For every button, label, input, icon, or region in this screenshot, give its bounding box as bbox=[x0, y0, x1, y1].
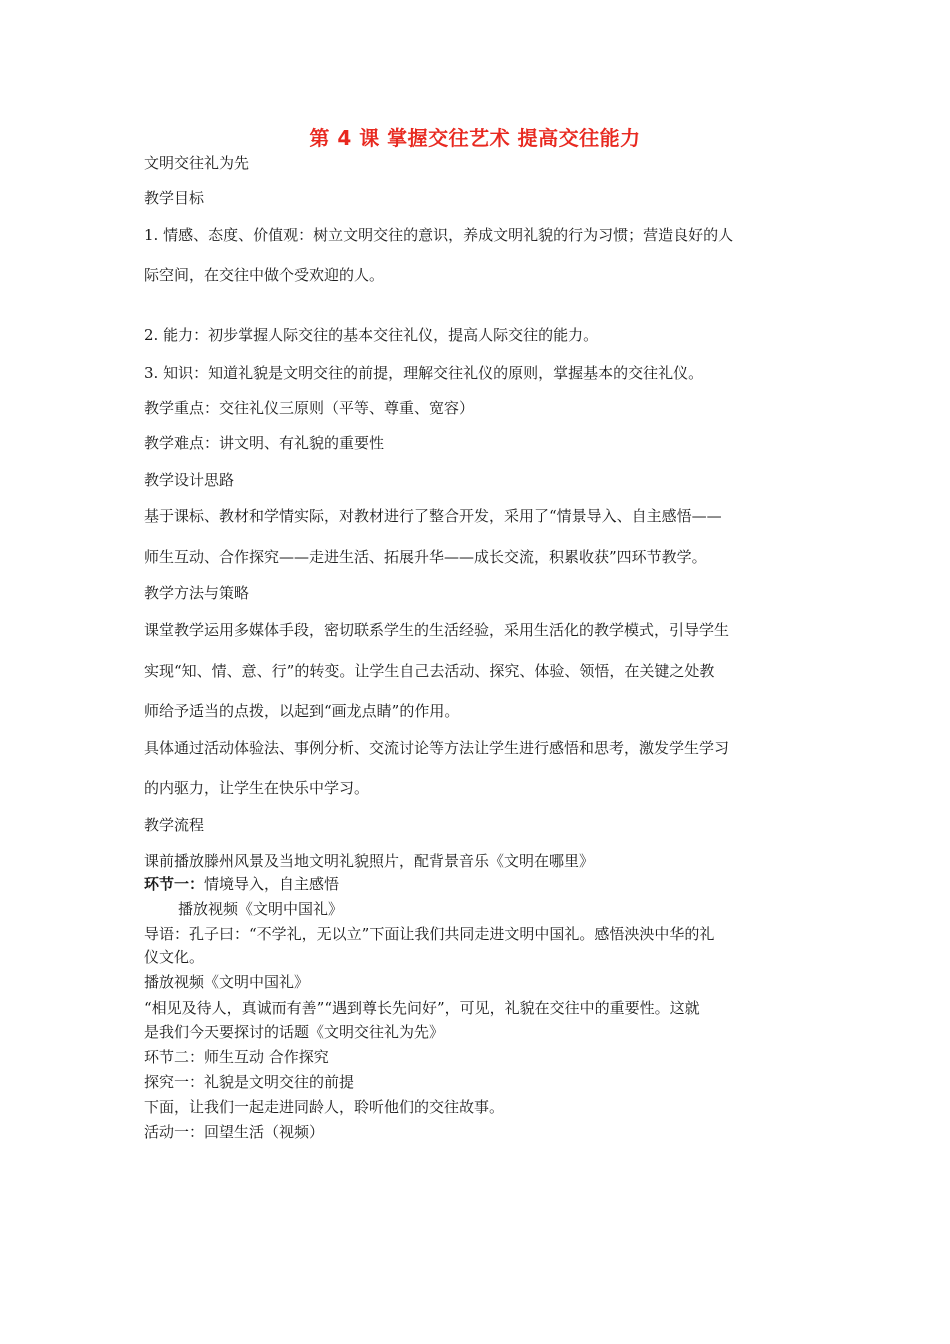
design-idea-line-2: 师生互动、合作探究——走进生活、拓展升华——成长交流，积累收获”四环节教学。 bbox=[144, 548, 707, 566]
goal-3: 3. 知识：知道礼貌是文明交往的前提，理解交往礼仪的原则，掌握基本的交往礼仪。 bbox=[144, 364, 704, 382]
lesson-title: 第 4 课 掌握交往艺术 提高交往能力 bbox=[309, 126, 641, 150]
goal-2: 2. 能力：初步掌握人际交往的基本交往礼仪，提高人际交往的能力。 bbox=[144, 326, 599, 344]
goal-1-line-2: 际空间，在交往中做个受欢迎的人。 bbox=[144, 266, 385, 284]
teaching-difficulty: 教学难点：讲文明、有礼貌的重要性 bbox=[144, 434, 385, 452]
inquiry-1: 探究一：礼貌是文明交往的前提 bbox=[144, 1073, 355, 1091]
activity-1: 活动一：回望生活（视频） bbox=[144, 1123, 325, 1141]
methods-line-2: 实现“知、情、意、行”的转变。让学生自己去活动、探究、体验、领悟，在关键之处教 bbox=[144, 662, 715, 680]
teaching-focus: 教学重点：交往礼仪三原则（平等、尊重、宽容） bbox=[144, 399, 475, 417]
subtitle: 文明交往礼为先 bbox=[144, 154, 250, 172]
section-1 bbox=[144, 873, 814, 895]
pre-class: 课前播放滕州风景及当地文明礼貌照片，配背景音乐《文明在哪里》 bbox=[144, 852, 595, 870]
heading-teaching-goals: 教学目标 bbox=[144, 189, 205, 207]
methods-line-1: 课堂教学运用多媒体手段，密切联系学生的生活经验，采用生活化的教学模式，引导学生 bbox=[144, 621, 730, 639]
methods-line-4: 具体通过活动体验法、事例分析、交流讨论等方法让学生进行感悟和思考，激发学生学习 bbox=[144, 739, 730, 757]
intro-line-1: 导语：孔子曰：“不学礼，无以立”下面让我们共同走进文明中国礼。感悟泱泱中华的礼 bbox=[144, 925, 715, 943]
play-video-2: 播放视频《文明中国礼》 bbox=[144, 973, 310, 991]
design-idea-line-1: 基于课标、教材和学情实际，对教材进行了整合开发，采用了“情景导入、自主感悟—— bbox=[144, 507, 722, 525]
methods-line-5: 的内驱力，让学生在快乐中学习。 bbox=[144, 779, 370, 797]
methods-line-3: 师给予适当的点拨，以起到“画龙点睛”的作用。 bbox=[144, 702, 460, 720]
intro-line-2: 仪文化。 bbox=[144, 948, 205, 966]
section-2: 环节二：师生互动 合作探究 bbox=[144, 1048, 329, 1066]
quote-line-1: “相见及待人，真诚而有善”“遇到尊长先问好”，可见，礼貌在交往中的重要性。这就 bbox=[144, 999, 700, 1017]
section-1-text: 情境导入，自主感悟 bbox=[204, 875, 340, 893]
inquiry-1-intro: 下面，让我们一起走进同龄人，聆听他们的交往故事。 bbox=[144, 1098, 505, 1116]
heading-process: 教学流程 bbox=[144, 816, 205, 834]
heading-design-idea: 教学设计思路 bbox=[144, 471, 235, 489]
play-video-1: 播放视频《文明中国礼》 bbox=[178, 900, 344, 918]
heading-methods: 教学方法与策略 bbox=[144, 584, 250, 602]
goal-1-line-1: 1. 情感、态度、价值观：树立文明交往的意识，养成文明礼貌的行为习惯；营造良好的人 bbox=[144, 226, 734, 244]
quote-line-2: 是我们今天要探讨的话题《文明交往礼为先》 bbox=[144, 1023, 445, 1041]
section-1-label: 环节一： bbox=[144, 875, 205, 893]
